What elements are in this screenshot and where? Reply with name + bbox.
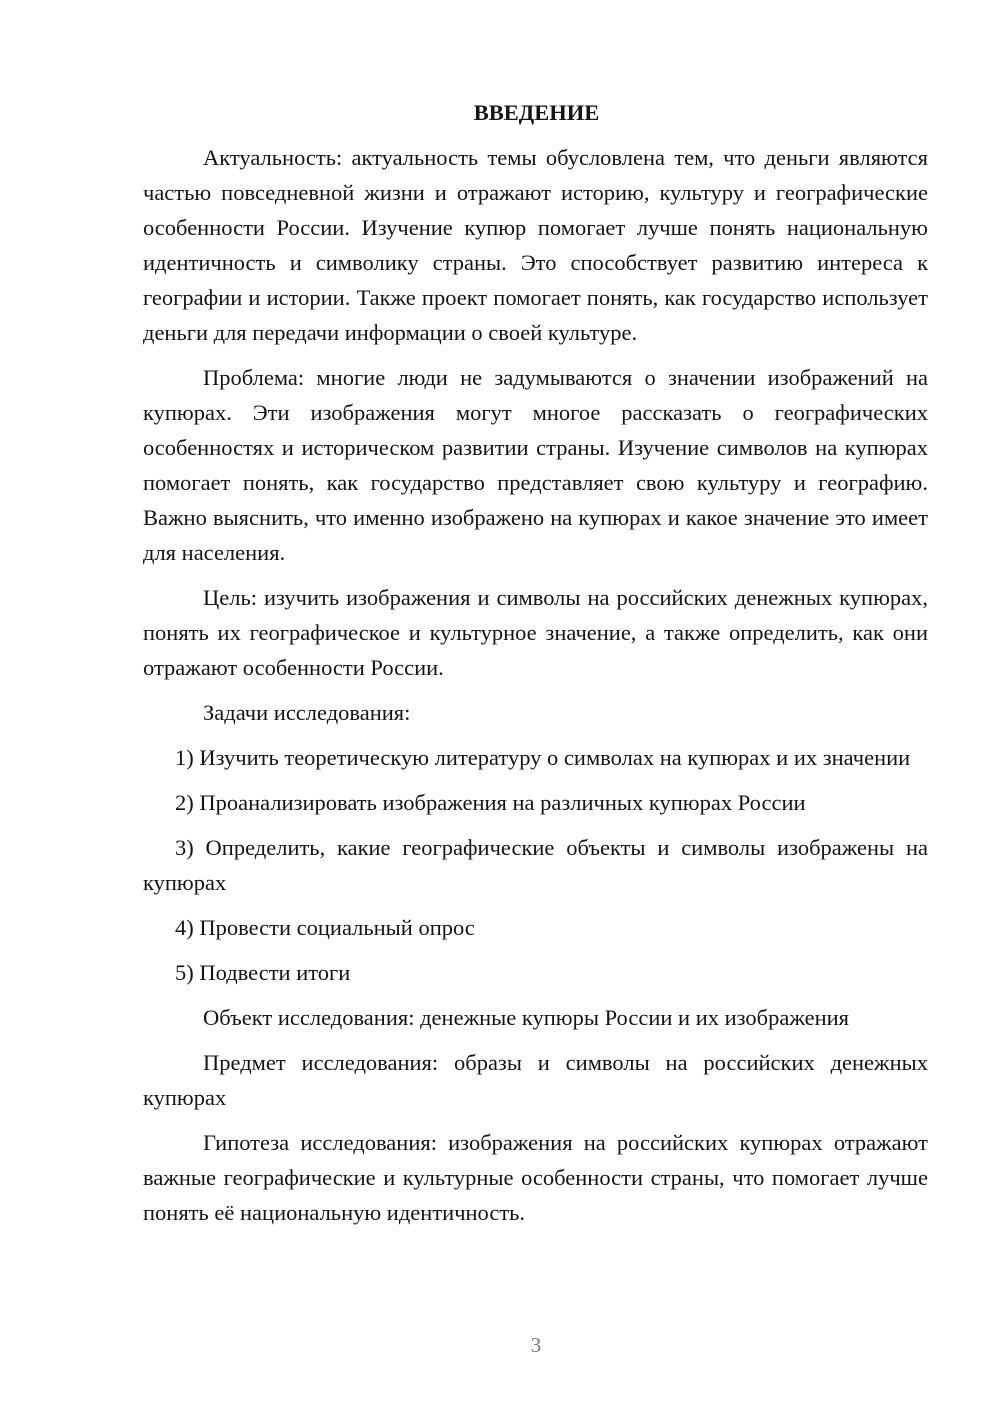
list-item: 2) Проанализировать изображения на различных купюрах России: [175, 790, 806, 815]
tasks-title: Задачи исследования:: [203, 700, 411, 725]
relevance-paragraph: Актуальность: актуальность темы обусловлена тем, что деньги являются частью повседневной жизни и отражают историю, культуру и географические особенности России. Изучение купюр помогает лучше понять национальную идентичность и символику страны. Это способствует развитию интереса к географии и истории. Также проект помогает понять, как государство использует деньги для передачи информации о своей культуре.: [143, 145, 928, 345]
document-page: [143, 95, 928, 1230]
hypothesis-paragraph: Гипотеза исследования: изображения на российских купюрах отражают важные географические и культурные особенности страны, что помогает лучше понять её национальную идентичность.: [143, 1130, 928, 1225]
list-item: 4) Провести социальный опрос: [175, 915, 475, 940]
list-item: 1) Изучить теоретическую литературу о символах на купюрах и их значении: [175, 745, 911, 770]
list-item: 3) Определить, какие географические объекты и символы изображены на купюрах: [143, 835, 928, 895]
page-number: 3: [530, 1333, 542, 1357]
list-item: 5) Подвести итоги: [175, 960, 351, 985]
goal-paragraph: Цель: изучить изображения и символы на российских денежных купюрах, понять их географическое и культурное значение, а также определить, как они отражают особенности России.: [143, 585, 928, 680]
subject-paragraph: Предмет исследования: образы и символы на российских денежных купюрах: [143, 1050, 928, 1110]
problem-paragraph: Проблема: многие люди не задумываются о значении изображений на купюрах. Эти изображения могут многое рассказать о географических особенностях и историческом развитии страны. Изучение символов на купюрах помогает понять, как государство представляет свою культуру и географию. Важно выяснить, что именно изображено на купюрах и какое значение это имеет для населения.: [143, 365, 928, 565]
tasks-list: [143, 740, 928, 990]
page-title: ВВЕДЕНИЕ: [473, 100, 600, 125]
object-paragraph: Объект исследования: денежные купюры России и их изображения: [203, 1005, 850, 1030]
